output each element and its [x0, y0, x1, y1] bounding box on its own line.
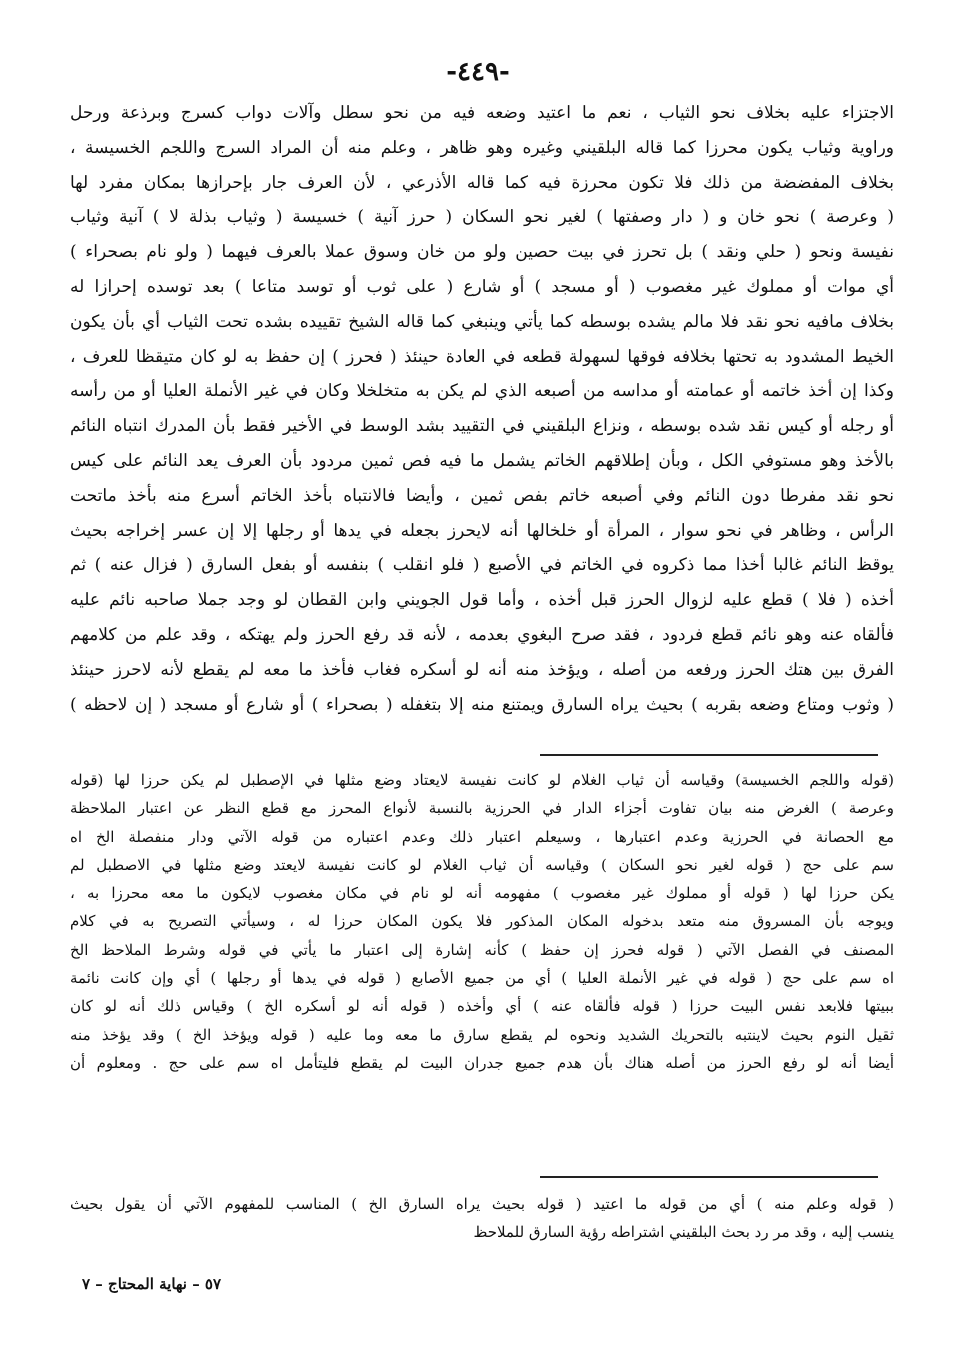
text-line: وكذا إن أخذ خاتمه أو عمامته أو مداسه من أصبعه الذي لم يكن به متخلخلا وكان في غير الأنملة العليا أو من رأسه: [70, 381, 894, 402]
text-line: بخلاف المفضضة من ذلك فلا تكون محرزة فيه كما قاله الأذرعي ، لأن العرف جار بإحرازها بمكان مفرد لها: [70, 172, 894, 193]
text-line: أخذه ( فلا ) قطع عليه لزوال الحرز قبل أخذه ، وأما قول الجويني وابن القطان لو وجد جملا صاحبه نائم عليه: [70, 590, 894, 611]
divider-rule: [540, 754, 878, 756]
text-line: أو رجله أو كيس نقد شده بوسطه ، ونزاع البلقيني في التقييد بشد الوسط في الأخير فقط بأن المدرك انتباه النائم: [70, 416, 894, 437]
text-line: أي موات أو مملوك غير مغصوب ( أو مسجد ) أو شارع ( على ثوب أو توسد متاعا ) بعد توسده إحرازا له: [70, 276, 894, 297]
text-line: وراوية وثياب يكون محرزا كما قاله البلقيني وغيره وهو ظاهر ، وعلم منه أن المراد السرج واللجم الخسيسة ،: [70, 137, 894, 158]
text-line: اه سم على حج ( قوله في غير الأنملة العليا ) أي من جميع الأصابع ( قوله في يدها أو رجلها ) أي وإن كانت نائمة: [70, 969, 894, 988]
text-line: الخيط المشدود به تحتها بخلافه فوقها لسهولة قطعه في العادة حينئذ ( فحرز ) إن حفظ به لو كان متيقظا للعرف ،: [70, 346, 894, 367]
text-line: ( وثوب ومتاع وضعه بقربه ) بحيث يراه السارق ويمتنع منه إلا بتغفله ( بصحراء ) أو شارع أو مسجد ( إن لاحظه ): [70, 694, 894, 715]
text-line: فألقاه عنه وهو نائم قطع فردود ، فقد صرح البغوي بعدمه ، لأنه قد رفع الحرز ولم يهتكه ، وقد علم من كلامهم: [70, 624, 894, 645]
text-line: ويوجه بأن المسروق منه متعد بدخوله المكان المذكور فلا يكون المكان حرزا له ، وسيأتي التصريح به في كلام: [70, 912, 894, 931]
text-line: نحو نقد مفرطا دون النائم وفي أصبعه خاتم بفص ثمين ، وأيضا فالانتباه بأخذ الخاتم أسرع منه بأخذ ماتحت: [70, 485, 894, 506]
text-line: ينسب إليه ، وقد مر رد بحث البلقيني اشتراطه رؤية السارق للملاحظ: [473, 1223, 894, 1242]
footer-signature: ٥٧ – نهاية المحتاج – ٧: [82, 1275, 222, 1293]
text-line: أيضا أنه لو رفع الحرز من أصله هناك بأن هدم جميع جدران البيت لم يقطع فليتأمل اه سم على حج . ومعلوم أن: [70, 1053, 894, 1072]
text-line: ( قوله وعلم منه ) أي من قوله ما اعتيد ( قوله بحيث يراه السارق الخ ) المناسب للمفهوم الآتي أن يقول بحيث: [70, 1195, 894, 1213]
divider-rule-secondary: [540, 1176, 878, 1178]
page-number: -٤٤٩-: [446, 57, 510, 87]
text-line: نفيسة ونحو ( حلي ونقد ) بل تحرز في بيت حصين ولو من خان وسوق عملا بالعرف فيهما ( ولو نام بصحراء ): [70, 242, 894, 263]
text-line: ببيتها فلابعد نفس البيت حرزا ( قوله فألقاه عنه ) أي وأخذه ( قوله أنه لو أسكره الخ ) وقياس ذلك أنه لو كان: [70, 997, 894, 1016]
text-line: يوقظ النائم غالبا أخذا مما ذكروه في الخاتم في الأصبع ( فلو انقلب ) بنفسه أو بفعل السارق ( فزال عنه ) ثم: [70, 555, 894, 576]
text-line: سم على حج ( قوله لغير نحو السكان ) وقياسه أن ثياب الغلام لو كانت نفيسة لايعتد وضع مثلها في الاصطبل لم: [70, 855, 894, 874]
text-line: مع الحصانة في الحرزية وعدم اعتبارها ، وسيعلم اعتبار ذلك وعدم اعتباره من قوله الآتي ودار منفصلة الخ اه: [70, 827, 894, 846]
text-line: وعرصة ) الغرض منه بيان تفاوت أجزاء الدار في الحرزية بالنسبة لأنواع المحرز مع قطع النظر عن اعتبار الملاحظة: [70, 799, 894, 818]
main-text: [70, 96, 894, 722]
text-line: الرأس ، وظاهر في نحو سوار ، المرأة أو خلخالها أنه لايحرز بجعله في يدها أو رجلها إلا إن عسر إخراجه بحيث: [70, 520, 894, 541]
commentary-primary: [70, 766, 894, 1077]
text-line: الاجتزاء عليه بخلاف نحو الثياب ، نعم ما اعتيد وضعه فيه من نحو سطل وآلات دواب كسرج وبرذعة ورحل: [70, 103, 894, 123]
text-line: بالأخذ وهو مستوفي الكل ، وبأن إطلاقهم الخاتم يشمل ما فيه فص ثمين مردود بأن العرف يعد النائم على كيس: [70, 450, 894, 471]
text-line: المصنف في الفصل الآتي ( قوله فحرز إن حفظ ) كأنه إشارة إلى اعتبار ما يأتي في قوله وشرط الملاحظ الخ: [70, 940, 894, 959]
text-line: ثقيل النوم بحيث لاينتبه بالتحريك الشديد ونحوه لم يقطع سارق ما معه وما عليه ( قوله ويؤخذ الخ ) وقد يؤخذ منه: [70, 1025, 894, 1044]
text-line: بخلاف مافيه نحو نقد فلا مالم يشده بوسطه كما يأتي وينبغي كما قاله الشيخ تقييده بشده تحت الثياب أي بأن يكون: [70, 311, 894, 332]
text-line: يكن حرزا لها ( قوله أو مملوك غير مغصوب ) مفهومه أنه لو نام في مكان مغصوب لايكون ما معه محرزا به ،: [70, 884, 894, 903]
text-line: (قوله واللجم الخسيسة) وقياسه أن ثياب الغلام لو كانت نفيسة لايعتاد وضع مثلها في الإصطبل لم يكن حرزا لها (قوله: [70, 771, 894, 789]
text-line: ( وعرصة ) نحو خان و ( دار وصفتها ) لغير نحو السكان ( حرز آنية ) خسيسة ( وثياب بذلة لا ) آنية وثياب: [70, 207, 894, 228]
text-line: الفرق بين هتك الحرز ورفعه من أصله ، ويؤخذ منه أنه لو أسكره فغاب فأخذ ما معه لم يقطع لأنه لاحرز حينئذ: [70, 659, 894, 680]
commentary-secondary: [70, 1190, 894, 1247]
